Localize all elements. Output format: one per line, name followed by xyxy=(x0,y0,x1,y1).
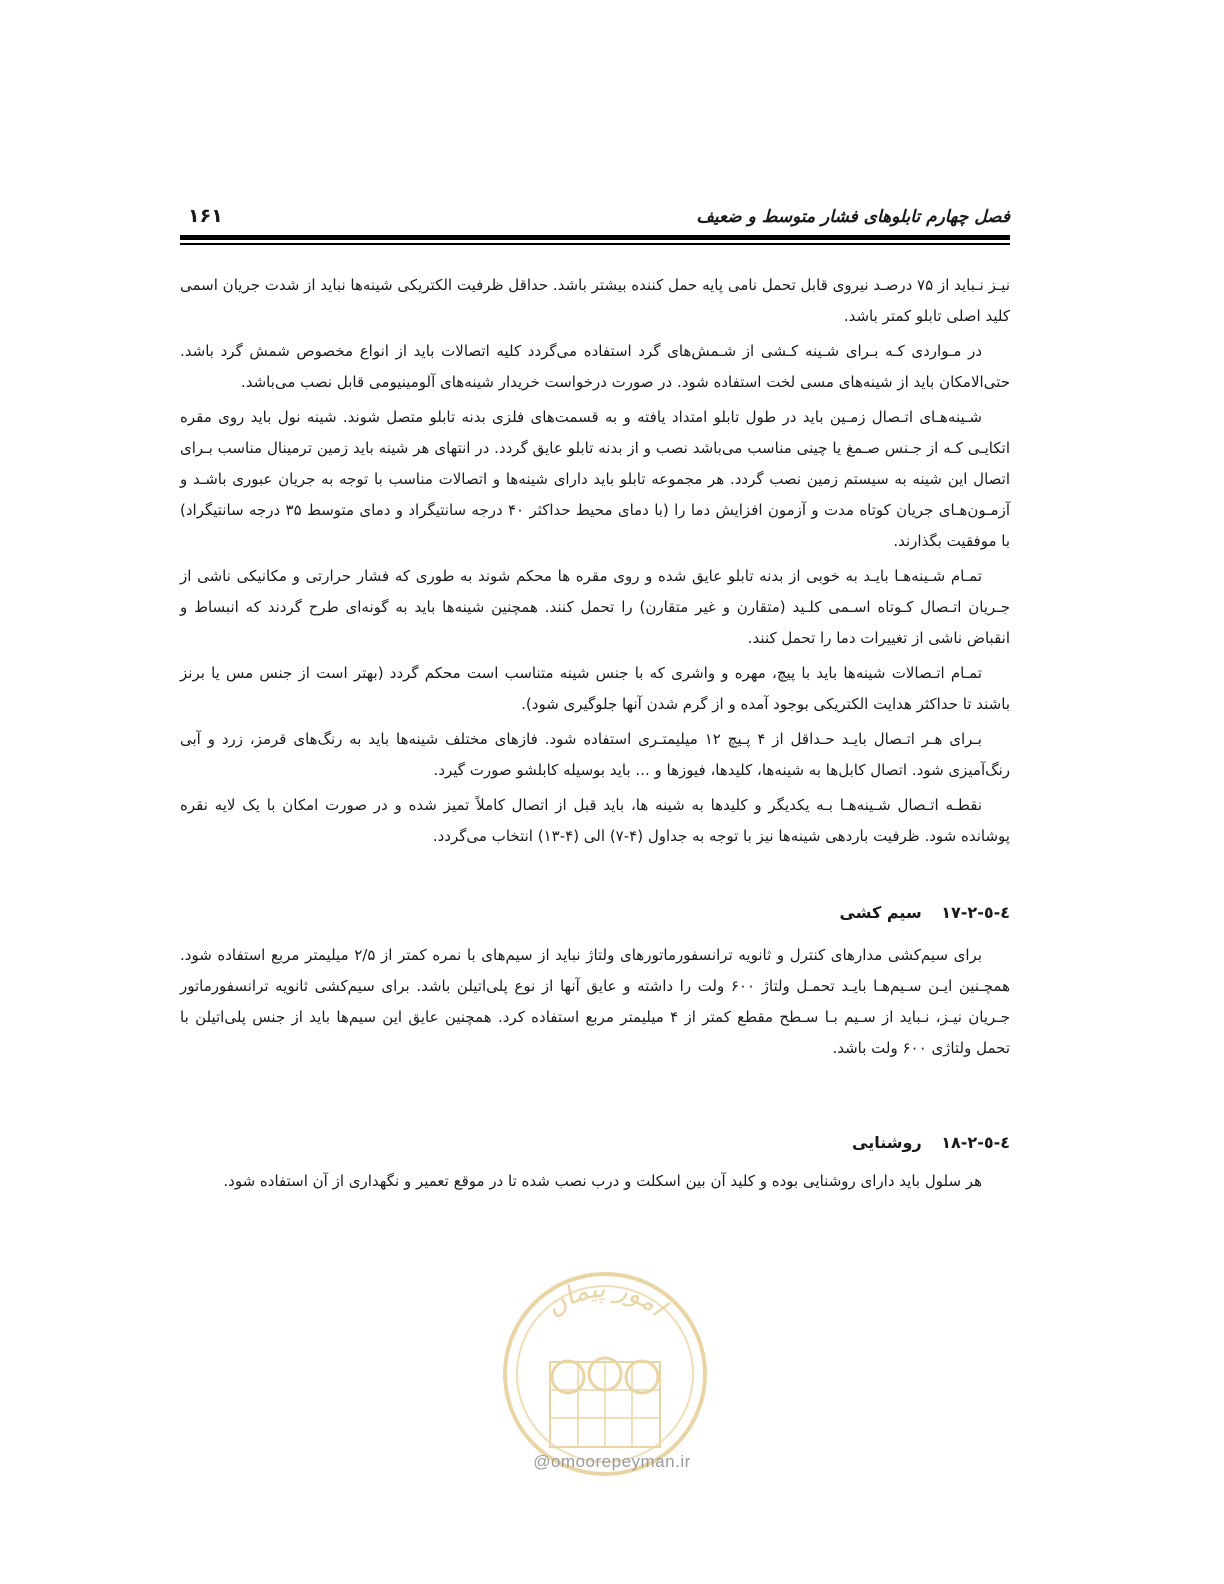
section-heading-lighting xyxy=(180,1128,1010,1158)
section-heading-wiring xyxy=(180,898,1010,928)
section-title: سیم کشی xyxy=(839,903,922,922)
paragraph: بـرای هـر اتـصال بایـد حـداقل از ۴ پـیچ ۱۲ میلیمتـری استفاده شود. فازهای مختلف شینه‌ها باید به رنگ‌های قرمز، زرد و آبی رنگ‌آمیزی شود. اتصال کابل‌ها به شینه‌ها، کلیدها، فیوزها و ... باید بوسیله کابلشو صورت گیرد. xyxy=(180,730,1010,779)
paragraph: تمـام اتـصالات شینه‌ها باید با پیچ، مهره و واشری که با جنس شینه متناسب است محکم گردد (بهتر است از جنس مس یا برنز باشند تا حداکثر هدایت الکتریکی بوجود آمده و از گرم شدن آنها جلوگیری شود). xyxy=(180,664,1010,713)
paragraph: شـینه‌هـای اتـصال زمـین باید در طول تابلو امتداد یافته و به قسمت‌های فلزی بدنه تابلو متصل شوند. شینه نول باید روی مقره اتکایـی کـه از جـنس صـمغ یا چینی مناسب می‌باشد نصب و از بدنه تابلو عایق گردد. در انتهای هر شینه باید زمین ترمینال مناسب بـرای اتصال این شینه به سیستم زمین نصب گردد. هر مجموعه تابلو باید دارای شینه‌ها و اتصالات مناسب با توجه به جریان عبوری باشـد و آزمـون‌هـای جریان کوتاه مدت و آزمون افزایش دما را (با دمای محیط حداکثر ۴۰ درجه سانتیگراد و دمای متوسط ۳۵ درجه سانتیگراد) با موفقیت بگذارند. xyxy=(180,408,1010,550)
watermark-url: @omoorepeyman.ir xyxy=(533,1452,691,1471)
header-rule-thick xyxy=(180,235,1010,240)
paragraph: در مـواردی کـه بـرای شـینه کـشی از شـمش‌های گرد استفاده می‌گردد کلیه اتصالات باید از انواع مخصوص شمش گرد باشد. حتی‌الامکان باید از شینه‌های مسی لخت استفاده شود. در صورت درخواست خریدار شینه‌های آلومینیومی قابل نصب می‌باشد. xyxy=(180,342,1010,391)
svg-text:امور پیمان xyxy=(540,1274,673,1324)
chapter-title: فصل چهارم تابلوهای فشار متوسط و ضعیف xyxy=(696,207,1010,227)
section-title: روشنایی xyxy=(852,1133,922,1152)
section-number: ٤-٥-٢-١٨ xyxy=(941,1133,1010,1152)
header-rule-thin xyxy=(180,243,1010,245)
paragraph: نیـز نـباید از ۷۵ درصـد نیروی قابل تحمل نامی پایه حمل کننده بیشتر باشد. حداقل ظرفیت الکتریکی شینه‌ها نباید از شدت جریان اسمی کلید اصلی تابلو کمتر باشد. xyxy=(180,276,1010,325)
paragraph: تمـام شـینه‌هـا بایـد به خوبی از بدنه تابلو عایق شده و روی مقره ها محکم شوند به طوری که فشار حرارتی و مکانیکی ناشی از جـریان اتـصال کـوتاه اسـمی کلـید (متقارن و غیر متقارن) را تحمل کنند. همچنین شینه‌ها باید به گونه‌ای طرح گردند که انبساط و انقباض ناشی از تغییرات دما را تحمل کنند. xyxy=(180,567,1010,647)
page-header xyxy=(180,205,1010,235)
paragraph: برای سیم‌کشی مدارهای کنترل و ثانویه ترانسفورماتورهای ولتاژ نباید از سیم‌های با نمره کمتر از ۲/۵ میلیمتر مربع استفاده شود. همچـنین ایـن سـیم‌هـا بایـد تحمـل ولتاژ ۶۰۰ ولت را داشته و عایق آنها از نوع پلی‌اتیلن باشد. برای سیم‌کشی ثانویه ترانسفورماتور جـریان نیـز، نـباید از سـیم بـا سـطح مقطع کمتر از ۴ میلیمتر مربع استفاده کرد. همچنین عایق این سیم‌ها باید از جنس پلی‌اتیلن با تحمل ولتاژی ۶۰۰ ولت باشد. xyxy=(180,946,1010,1057)
page-number: ۱۶۱ xyxy=(188,205,223,227)
section-number: ٤-٥-٢-١٧ xyxy=(941,903,1010,922)
paragraph: نقطـه اتـصال شـینه‌هـا بـه یکدیگر و کلیدها به شینه ها، باید قبل از اتصال کاملاً تمیز شده و در صورت امکان با یک لایه نقره پوشانده شود. ظرفیت باردهی شینه‌ها نیز با توجه به جداول (۴-۷) الی (۴-۱۳) انتخاب می‌گردد. xyxy=(180,796,1010,845)
paragraph: هر سلول باید دارای روشنایی بوده و کلید آن بین اسکلت و درب نصب شده تا در موقع تعمیر و نگهداری از آن استفاده شود. xyxy=(223,1172,982,1190)
watermark-logo-text: امور پیمان xyxy=(539,1273,672,1323)
page-body xyxy=(180,270,1010,1201)
